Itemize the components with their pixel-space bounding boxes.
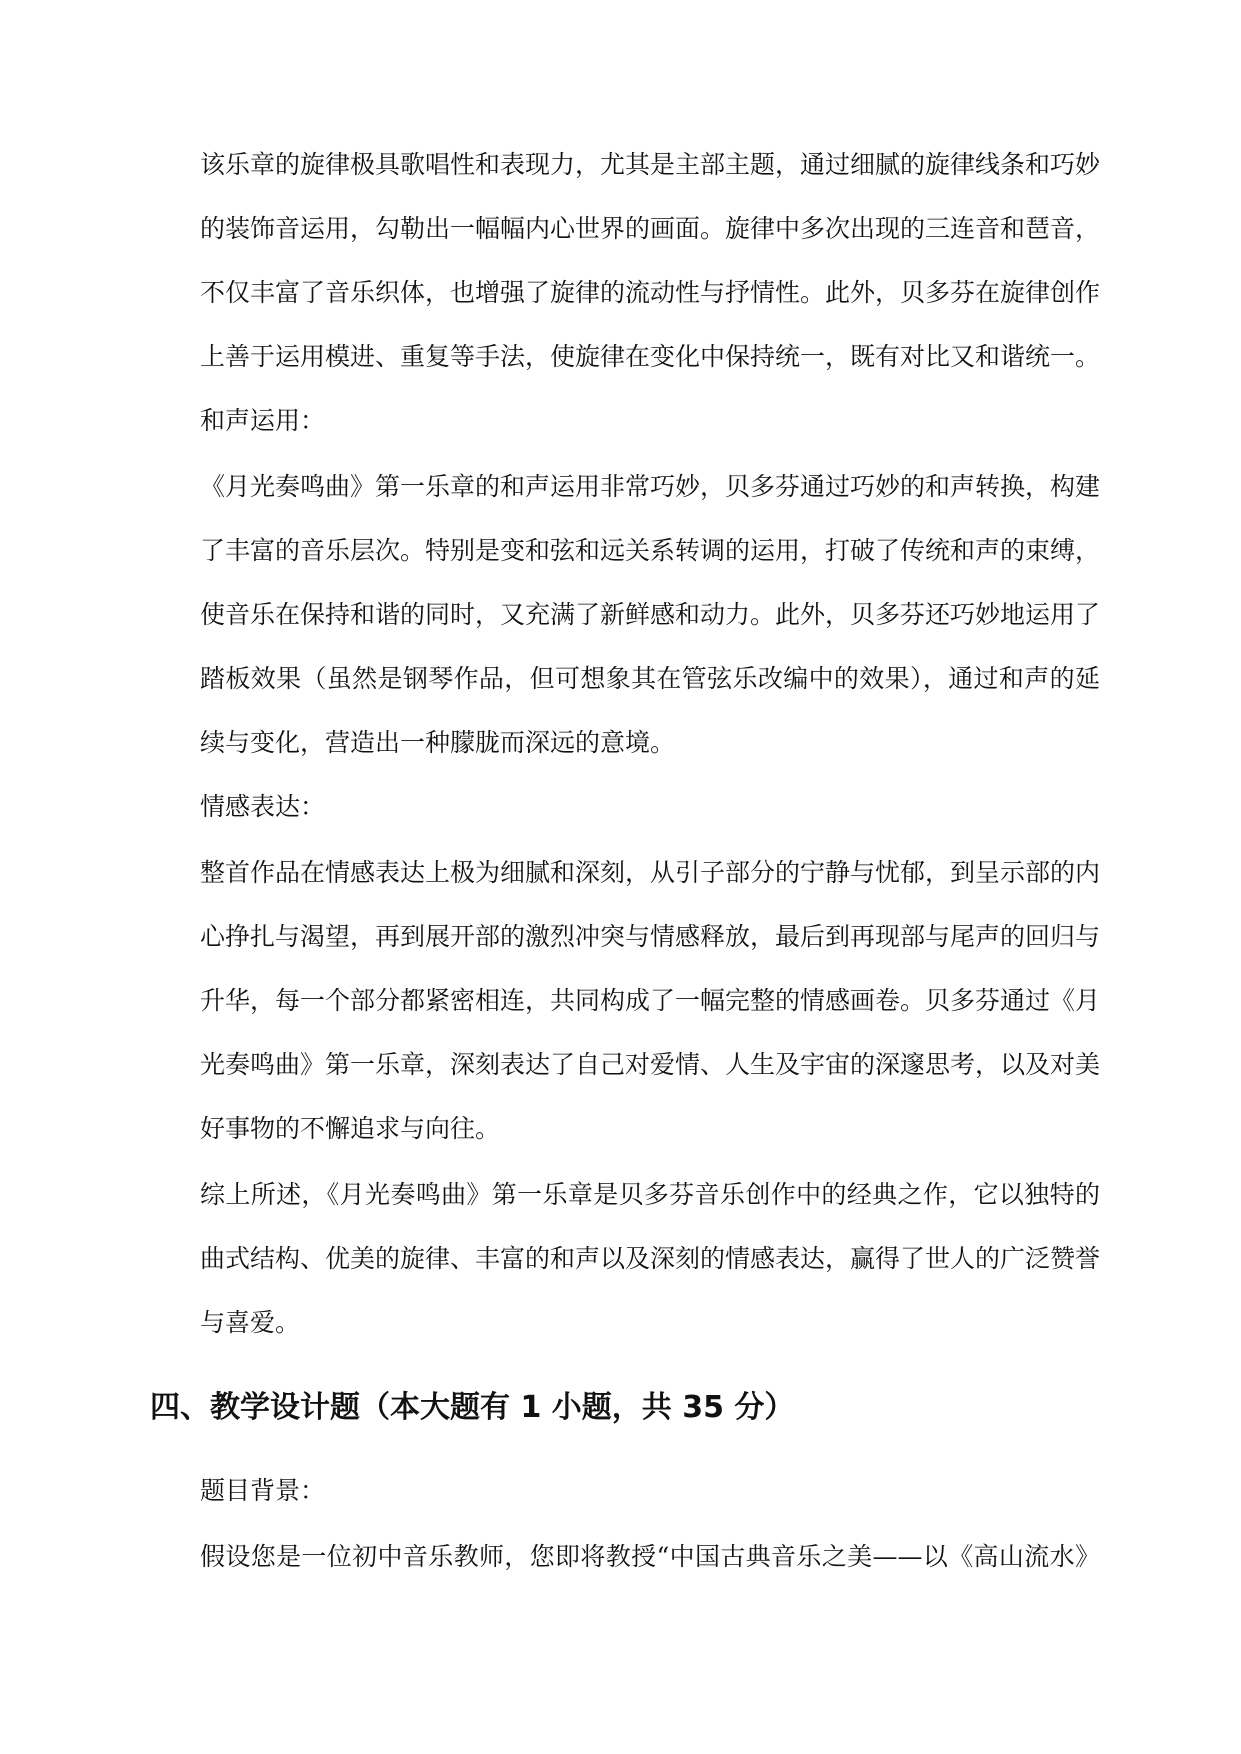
melody-paragraph-line: 该乐章的旋律极具歌唱性和表现力，尤其是主部主题，通过细腻的旋律线条和巧妙 <box>200 150 1101 179</box>
section-heading: 四、教学设计题（本大题有 1 小题，共 35 分） <box>150 1390 795 1425</box>
summary-paragraph-line: 曲式结构、优美的旋律、丰富的和声以及深刻的情感表达，赢得了世人的广泛赞誉 <box>200 1244 1101 1273</box>
emotion-paragraph-line: 心挣扎与渴望，再到展开部的激烈冲突与情感释放，最后到再现部与尾声的回归与 <box>200 922 1101 951</box>
melody-paragraph-line: 的装饰音运用，勾勒出一幅幅内心世界的画面。旋律中多次出现的三连音和琶音， <box>200 214 1101 243</box>
harmony-paragraph-line: 续与变化，营造出一种朦胧而深远的意境。 <box>200 728 676 757</box>
summary-paragraph-line: 与喜爱。 <box>200 1308 301 1337</box>
harmony-paragraph-line: 使音乐在保持和谐的同时，又充满了新鲜感和动力。此外，贝多芬还巧妙地运用了 <box>200 600 1101 629</box>
emotion-label: 情感表达： <box>200 792 326 821</box>
emotion-paragraph-line: 好事物的不懈追求与向往。 <box>200 1114 501 1143</box>
background-label: 题目背景： <box>200 1476 326 1505</box>
harmony-paragraph-line: 了丰富的音乐层次。特别是变和弦和远关系转调的运用，打破了传统和声的束缚， <box>200 536 1101 565</box>
harmony-label: 和声运用： <box>200 406 326 435</box>
summary-paragraph-line: 综上所述，《月光奏鸣曲》第一乐章是贝多芬音乐创作中的经典之作，它以独特的 <box>200 1180 1100 1209</box>
melody-paragraph-line: 不仅丰富了音乐织体，也增强了旋律的流动性与抒情性。此外，贝多芬在旋律创作 <box>200 278 1101 307</box>
harmony-paragraph-line: 《月光奏鸣曲》第一乐章的和声运用非常巧妙，贝多芬通过巧妙的和声转换，构建 <box>200 472 1101 501</box>
harmony-paragraph-line: 踏板效果（虽然是钢琴作品，但可想象其在管弦乐改编中的效果），通过和声的延 <box>200 664 1100 693</box>
emotion-paragraph-line: 升华，每一个部分都紧密相连，共同构成了一幅完整的情感画卷。贝多芬通过《月 <box>200 986 1101 1015</box>
melody-paragraph-line: 上善于运用模进、重复等手法，使旋律在变化中保持统一，既有对比又和谐统一。 <box>200 342 1101 371</box>
background-paragraph-line: 假设您是一位初中音乐教师，您即将教授“中国古典音乐之美——以《高山流水》 <box>200 1542 1100 1571</box>
emotion-paragraph-line: 光奏鸣曲》第一乐章，深刻表达了自己对爱情、人生及宇宙的深邃思考，以及对美 <box>200 1050 1101 1079</box>
emotion-paragraph-line: 整首作品在情感表达上极为细腻和深刻，从引子部分的宁静与忧郁，到呈示部的内 <box>200 858 1101 887</box>
